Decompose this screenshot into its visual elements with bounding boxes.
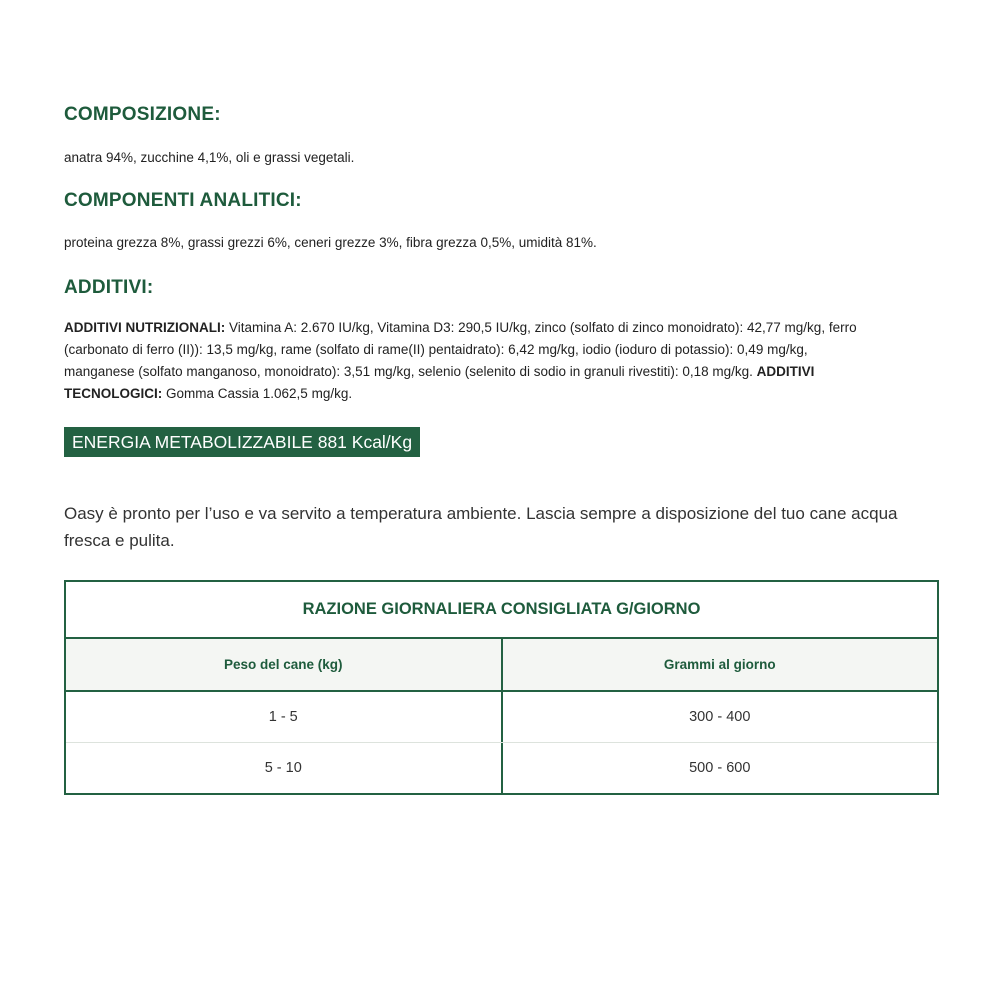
additivi-nutrizionali-text: Vitamina A: 2.670 IU/kg, Vitamina D3: 290,5 IU/kg, zinco (solfato di zinco monoidrato): 42,77 mg/kg, ferro (carbonato di ferro (II)): 13,5 mg/kg, rame (solfato di rame(II) pentaidrato): 6,42 mg/kg, iodio (ioduro di potassio): 0,49 mg/kg, manganese (solfato manganoso, monoidrato): 3,51 mg/kg, selenio (selenito di sodio in granuli rivestiti): 0,18 mg/kg. [64,320,857,379]
grams-cell: 300 - 400 [689,709,751,725]
weight-cell: 1 - 5 [66,692,503,742]
additivi-text [64,317,864,405]
additivi-nutrizionali-label: ADDITIVI NUTRIZIONALI: [64,320,226,335]
ration-table-header-row [66,639,937,692]
composizione-heading: COMPOSIZIONE: [64,104,221,125]
table-row [66,742,937,793]
table-row [66,692,937,742]
additivi-heading: ADDITIVI: [64,277,154,298]
additivi-tecnologici-label: ADDITIVI TECNOLOGICI: [64,364,815,401]
energy-banner: ENERGIA METABOLIZZABILE 881 Kcal/Kg [64,427,420,457]
additivi-tecnologici-text: Gomma Cassia 1.062,5 mg/kg. [162,386,353,401]
componenti-analitici-heading: COMPONENTI ANALITICI: [64,190,302,211]
column-header-weight: Peso del cane (kg) [66,639,503,690]
grams-cell: 500 - 600 [689,760,751,776]
ration-table-title: RAZIONE GIORNALIERA CONSIGLIATA G/GIORNO [66,582,937,639]
weight-cell: 5 - 10 [66,743,503,793]
composizione-text: anatra 94%, zucchine 4,1%, oli e grassi vegetali. [64,150,355,165]
column-header-grams: Grammi al giorno [663,657,776,672]
componenti-analitici-text: proteina grezza 8%, grassi grezzi 6%, ceneri grezze 3%, fibra grezza 0,5%, umidità 81%. [64,235,597,250]
ration-table [64,580,939,795]
serving-instructions: Oasy è pronto per l’uso e va servito a temperatura ambiente. Lascia sempre a disposizione del tuo cane acqua fresca e pulita. [64,504,898,550]
